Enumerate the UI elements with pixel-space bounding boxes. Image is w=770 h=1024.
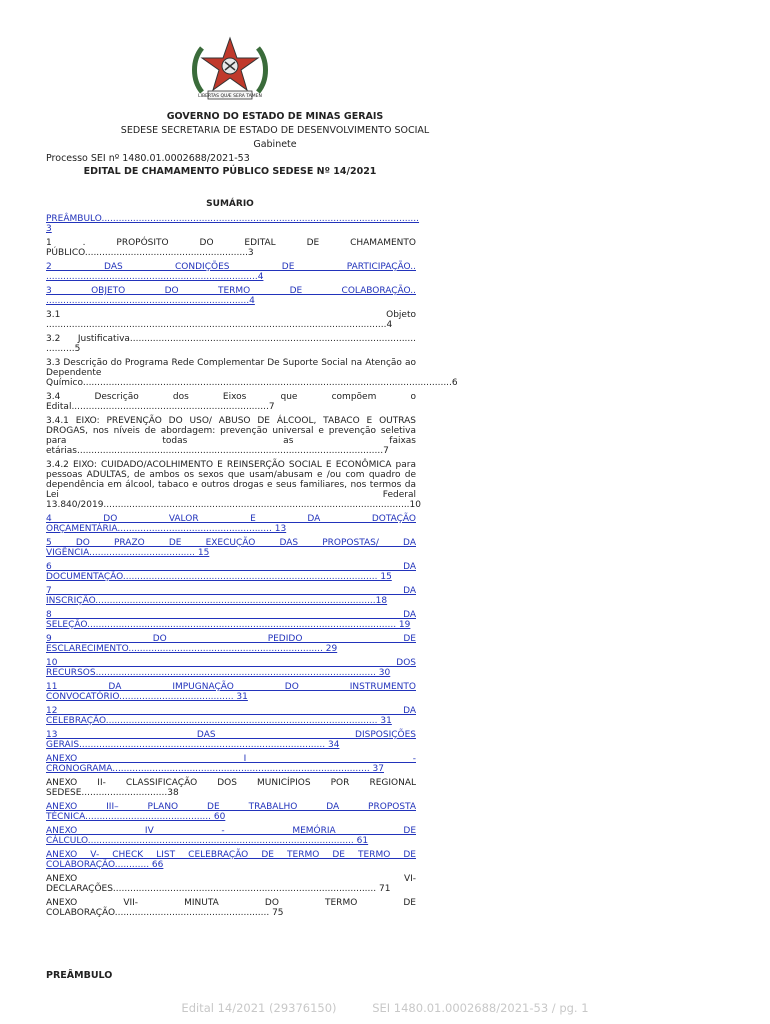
toc-entry-page: 3: [46, 224, 52, 234]
toc-entry: [46, 778, 416, 798]
toc-entry-text: 1 . PROPÓSITO DO EDITAL DE CHAMAMENTO: [46, 238, 416, 248]
toc-entry-text: 3.4.2 EIXO: CUIDADO/ACOLHIMENTO E REINSERÇÃO SOCIAL E ECONÔMICA para pessoas ADULTAS, de ambos os sexos que usam/abusam e /ou com quadro de dependência em álcool, tabaco e outros drogas e seus familiares, nos termos da Lei Federal: [46, 460, 416, 500]
toc-entry-text: 3.3 Descrição do Programa Rede Complementar De Suporte Social na Atenção ao Dependente: [46, 358, 416, 378]
toc-entry[interactable]: [46, 610, 416, 630]
toc-entry-text: ANEXO II- CLASSIFICAÇÃO DOS MUNICÍPIOS POR REGIONAL: [46, 778, 416, 788]
toc-entry-text: PREÂMBULO...............................................................................................................: [46, 214, 420, 224]
toc-entry-text: ANEXO III– PLANO DE TRABALHO DA PROPOSTA: [46, 802, 416, 812]
toc-entry[interactable]: [46, 562, 416, 582]
minas-gerais-coat-of-arms-icon: [190, 36, 270, 102]
toc-entry-text: 2 DAS CONDIÇÕES DE PARTICIPAÇÃO..: [46, 262, 416, 272]
toc-entry[interactable]: [46, 706, 416, 726]
office-name: Gabinete: [253, 139, 297, 150]
toc-entry-page: VIGÊNCIA..................................... 15: [46, 548, 210, 558]
toc-entry[interactable]: [46, 586, 416, 606]
toc-entry-page: ..........5: [46, 344, 81, 354]
toc-entry-text: ANEXO V- CHECK LIST CELEBRAÇÃO DE TERMO DE TERMO DE: [46, 850, 416, 860]
page-footer: [0, 1001, 770, 1015]
toc-entry[interactable]: [46, 634, 416, 654]
toc-entry-page: ESCLARECIMENTO.................................................................... 29: [46, 644, 338, 654]
toc-entry-text: ANEXO VII- MINUTA DO TERMO DE: [46, 898, 416, 908]
toc-entry-page: .......................................................................4: [46, 296, 255, 306]
toc-entry-page: 13.840/2019...........................................................................................................10: [46, 500, 421, 510]
toc-entry-page: etárias...........................................................................................................7: [46, 446, 389, 456]
secretariat-name: SEDESE SECRETARIA DE ESTADO DE DESENVOLVIMENTO SOCIAL: [120, 125, 430, 136]
toc-entry-page: CÁLCULO............................................................................................. 61: [46, 836, 369, 846]
process-number: Processo SEI nº 1480.01.0002688/2021-53: [46, 153, 250, 164]
toc-entry[interactable]: [46, 658, 416, 678]
toc-entry-text: 7 DA: [46, 586, 416, 596]
toc-entry-page: DOCUMENTAÇÃO......................................................................................... 15: [46, 572, 392, 582]
toc-entry: [46, 898, 416, 918]
toc-entry-text: ANEXO IV - MEMÓRIA DE: [46, 826, 416, 836]
toc-entry-text: 4 DO VALOR E DA DOTAÇÃO: [46, 514, 416, 524]
toc-entry-text: ANEXO VI-: [46, 874, 416, 884]
toc-entry-page: COLABORAÇÃO............ 66: [46, 860, 164, 870]
toc-entry[interactable]: [46, 214, 420, 234]
toc-entry[interactable]: [46, 538, 416, 558]
government-name: GOVERNO DO ESTADO DE MINAS GERAIS: [166, 111, 384, 122]
toc-entry-text: 12 DA: [46, 706, 416, 716]
toc-entry: [46, 416, 416, 456]
footer-document-id: Edital 14/2021 (29376150): [181, 1001, 337, 1015]
toc-entry-page: TÉCNICA............................................ 60: [46, 812, 226, 822]
toc-entry: [46, 460, 421, 510]
toc-entry-text: 9 DO PEDIDO DE: [46, 634, 416, 644]
footer-process-page: SEI 1480.01.0002688/2021-53 / pg. 1: [372, 1001, 589, 1015]
toc-entry-page: Edital.....................................................................7: [46, 402, 275, 412]
toc-entry[interactable]: [46, 802, 416, 822]
toc-entry: [46, 310, 416, 330]
toc-entry-page: RECURSOS.................................................................................................. 30: [46, 668, 391, 678]
table-of-contents: [46, 214, 458, 922]
summary-title: SUMÁRIO: [206, 199, 254, 209]
toc-entry[interactable]: [46, 514, 416, 534]
toc-entry-page: .......................................................................................................................4: [46, 320, 393, 330]
toc-entry: [46, 334, 416, 354]
toc-entry[interactable]: [46, 682, 416, 702]
toc-entry[interactable]: [46, 754, 416, 774]
toc-entry-text: 11 DA IMPUGNAÇÃO DO INSTRUMENTO: [46, 682, 416, 692]
toc-entry-page: Químico.................................................................................................................................6: [46, 378, 458, 388]
toc-entry-page: CRONOGRAMA.......................................................................................... 37: [46, 764, 385, 774]
toc-entry[interactable]: [46, 730, 416, 750]
preambulo-heading: PREÂMBULO: [46, 970, 113, 981]
toc-entry-page: ORÇAMENTÁRIA...................................................... 13: [46, 524, 287, 534]
toc-entry-text: 13 DAS DISPOSIÇÕES: [46, 730, 416, 740]
toc-entry-text: ANEXO I -: [46, 754, 416, 764]
toc-entry[interactable]: [46, 286, 416, 306]
toc-entry-page: ..........................................................................4: [46, 272, 264, 282]
toc-entry[interactable]: [46, 850, 416, 870]
toc-entry-page: DECLARAÇÕES............................................................................................ 71: [46, 884, 391, 894]
toc-entry-page: PÚBLICO.........................................................3: [46, 248, 254, 258]
toc-entry-text: 3.2 Justificativa....................................................................................................: [46, 334, 416, 344]
edital-title: EDITAL DE CHAMAMENTO PÚBLICO SEDESE Nº 14/2021: [83, 166, 377, 177]
toc-entry-page: SELEÇÃO............................................................................................................ 19: [46, 620, 411, 630]
toc-entry-text: 6 DA: [46, 562, 416, 572]
toc-entry-text: 3 OBJETO DO TERMO DE COLABORAÇÃO..: [46, 286, 416, 296]
toc-entry-page: COLABORAÇÃO...................................................... 75: [46, 908, 284, 918]
toc-entry-page: INSCRIÇÃO..................................................................................................18: [46, 596, 388, 606]
toc-entry-text: 3.1 Objeto: [46, 310, 416, 320]
toc-entry[interactable]: [46, 262, 416, 282]
toc-entry-page: GERAIS...................................................................................... 34: [46, 740, 340, 750]
toc-entry-text: 10 DOS: [46, 658, 416, 668]
toc-entry: [46, 238, 416, 258]
toc-entry-page: CONVOCATÓRIO........................................ 31: [46, 692, 248, 702]
toc-entry-page: CELEBRAÇÃO............................................................................................... 31: [46, 716, 392, 726]
toc-entry-text: 3.4.1 EIXO: PREVENÇÃO DO USO/ ABUSO DE ÁLCOOL, TABACO E OUTRAS DROGAS, nos níveis de abordagem: prevenção universal e prevenção seletiva para todas as faixas: [46, 416, 416, 446]
toc-entry-page: SEDESE..............................38: [46, 788, 179, 798]
toc-entry: [46, 392, 416, 412]
seal-motto: LIBERTAS QUÆ SERA TAMEN: [198, 94, 262, 99]
toc-entry: [46, 358, 458, 388]
toc-entry-text: 8 DA: [46, 610, 416, 620]
toc-entry-text: 5 DO PRAZO DE EXECUÇÃO DAS PROPOSTAS/ DA: [46, 538, 416, 548]
toc-entry: [46, 874, 416, 894]
toc-entry-text: 3.4 Descrição dos Eixos que compõem o: [46, 392, 416, 402]
toc-entry[interactable]: [46, 826, 416, 846]
